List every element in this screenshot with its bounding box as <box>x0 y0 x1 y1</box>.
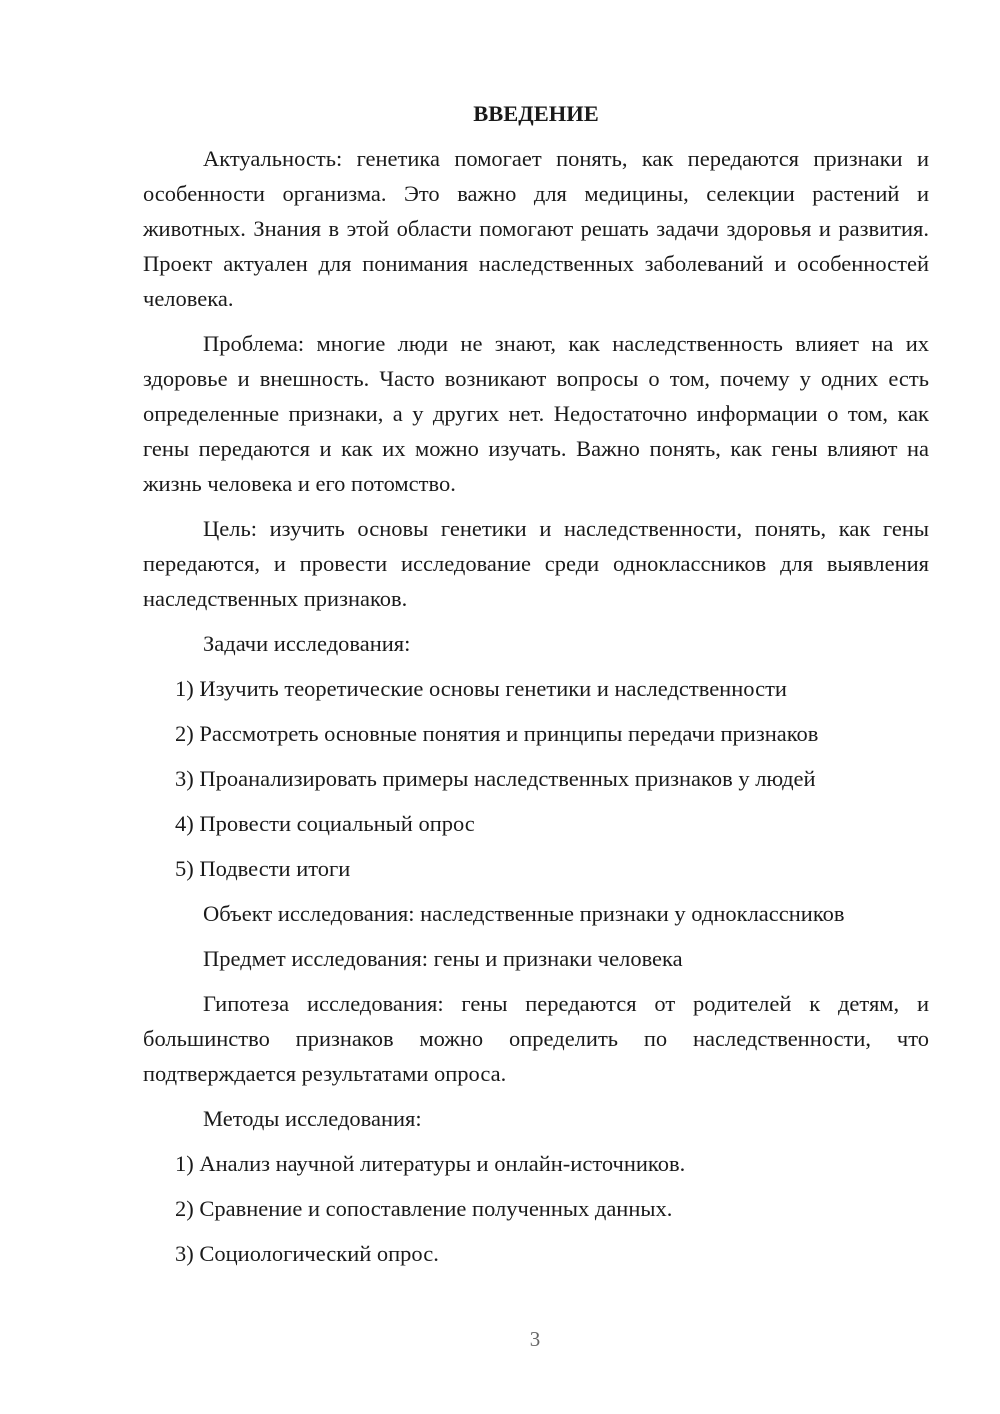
relevance-paragraph: Актуальность: генетика помогает понять, как передаются признаки и особенности организма. Это важно для медицины, селекции растений и животных. Знания в этой области помогают решать задачи здоровья и развития. Проект актуален для понимания наследственных заболеваний и особенностей человека. <box>143 146 929 311</box>
methods-list <box>143 1146 929 1271</box>
problem-paragraph: Проблема: многие люди не знают, как наследственность влияет на их здоровье и внешность. Часто возникают вопросы о том, почему у одних есть определенные признаки, а у других нет. Недостаточно информации о том, как гены передаются и как их можно изучать. Важно понять, как гены влияют на жизнь человека и его потомство. <box>143 331 929 496</box>
list-item: 2) Сравнение и сопоставление полученных данных. <box>175 1196 673 1221</box>
tasks-title: Задачи исследования: <box>203 631 411 656</box>
section-heading: ВВЕДЕНИЕ <box>473 101 599 126</box>
hypothesis-paragraph: Гипотеза исследования: гены передаются от родителей к детям, и большинство признаков можно определить по наследственности, что подтверждается результатами опроса. <box>143 991 929 1086</box>
object-line: Объект исследования: наследственные признаки у одноклассников <box>203 901 845 926</box>
list-item: 1) Изучить теоретические основы генетики и наследственности <box>175 676 787 701</box>
list-item: 1) Анализ научной литературы и онлайн-источников. <box>175 1151 686 1176</box>
page-number: 3 <box>529 1327 541 1351</box>
list-item: 5) Подвести итоги <box>175 856 351 881</box>
list-item: 3) Проанализировать примеры наследственных признаков у людей <box>175 766 816 791</box>
subject-line: Предмет исследования: гены и признаки человека <box>203 946 683 971</box>
page-content <box>143 96 929 1281</box>
tasks-list <box>143 671 929 886</box>
goal-paragraph: Цель: изучить основы генетики и наследственности, понять, как гены передаются, и провести исследование среди одноклассников для выявления наследственных признаков. <box>143 516 929 611</box>
methods-title: Методы исследования: <box>203 1106 422 1131</box>
list-item: 2) Рассмотреть основные понятия и принципы передачи признаков <box>175 721 819 746</box>
list-item: 4) Провести социальный опрос <box>175 811 475 836</box>
list-item: 3) Социологический опрос. <box>175 1241 439 1266</box>
